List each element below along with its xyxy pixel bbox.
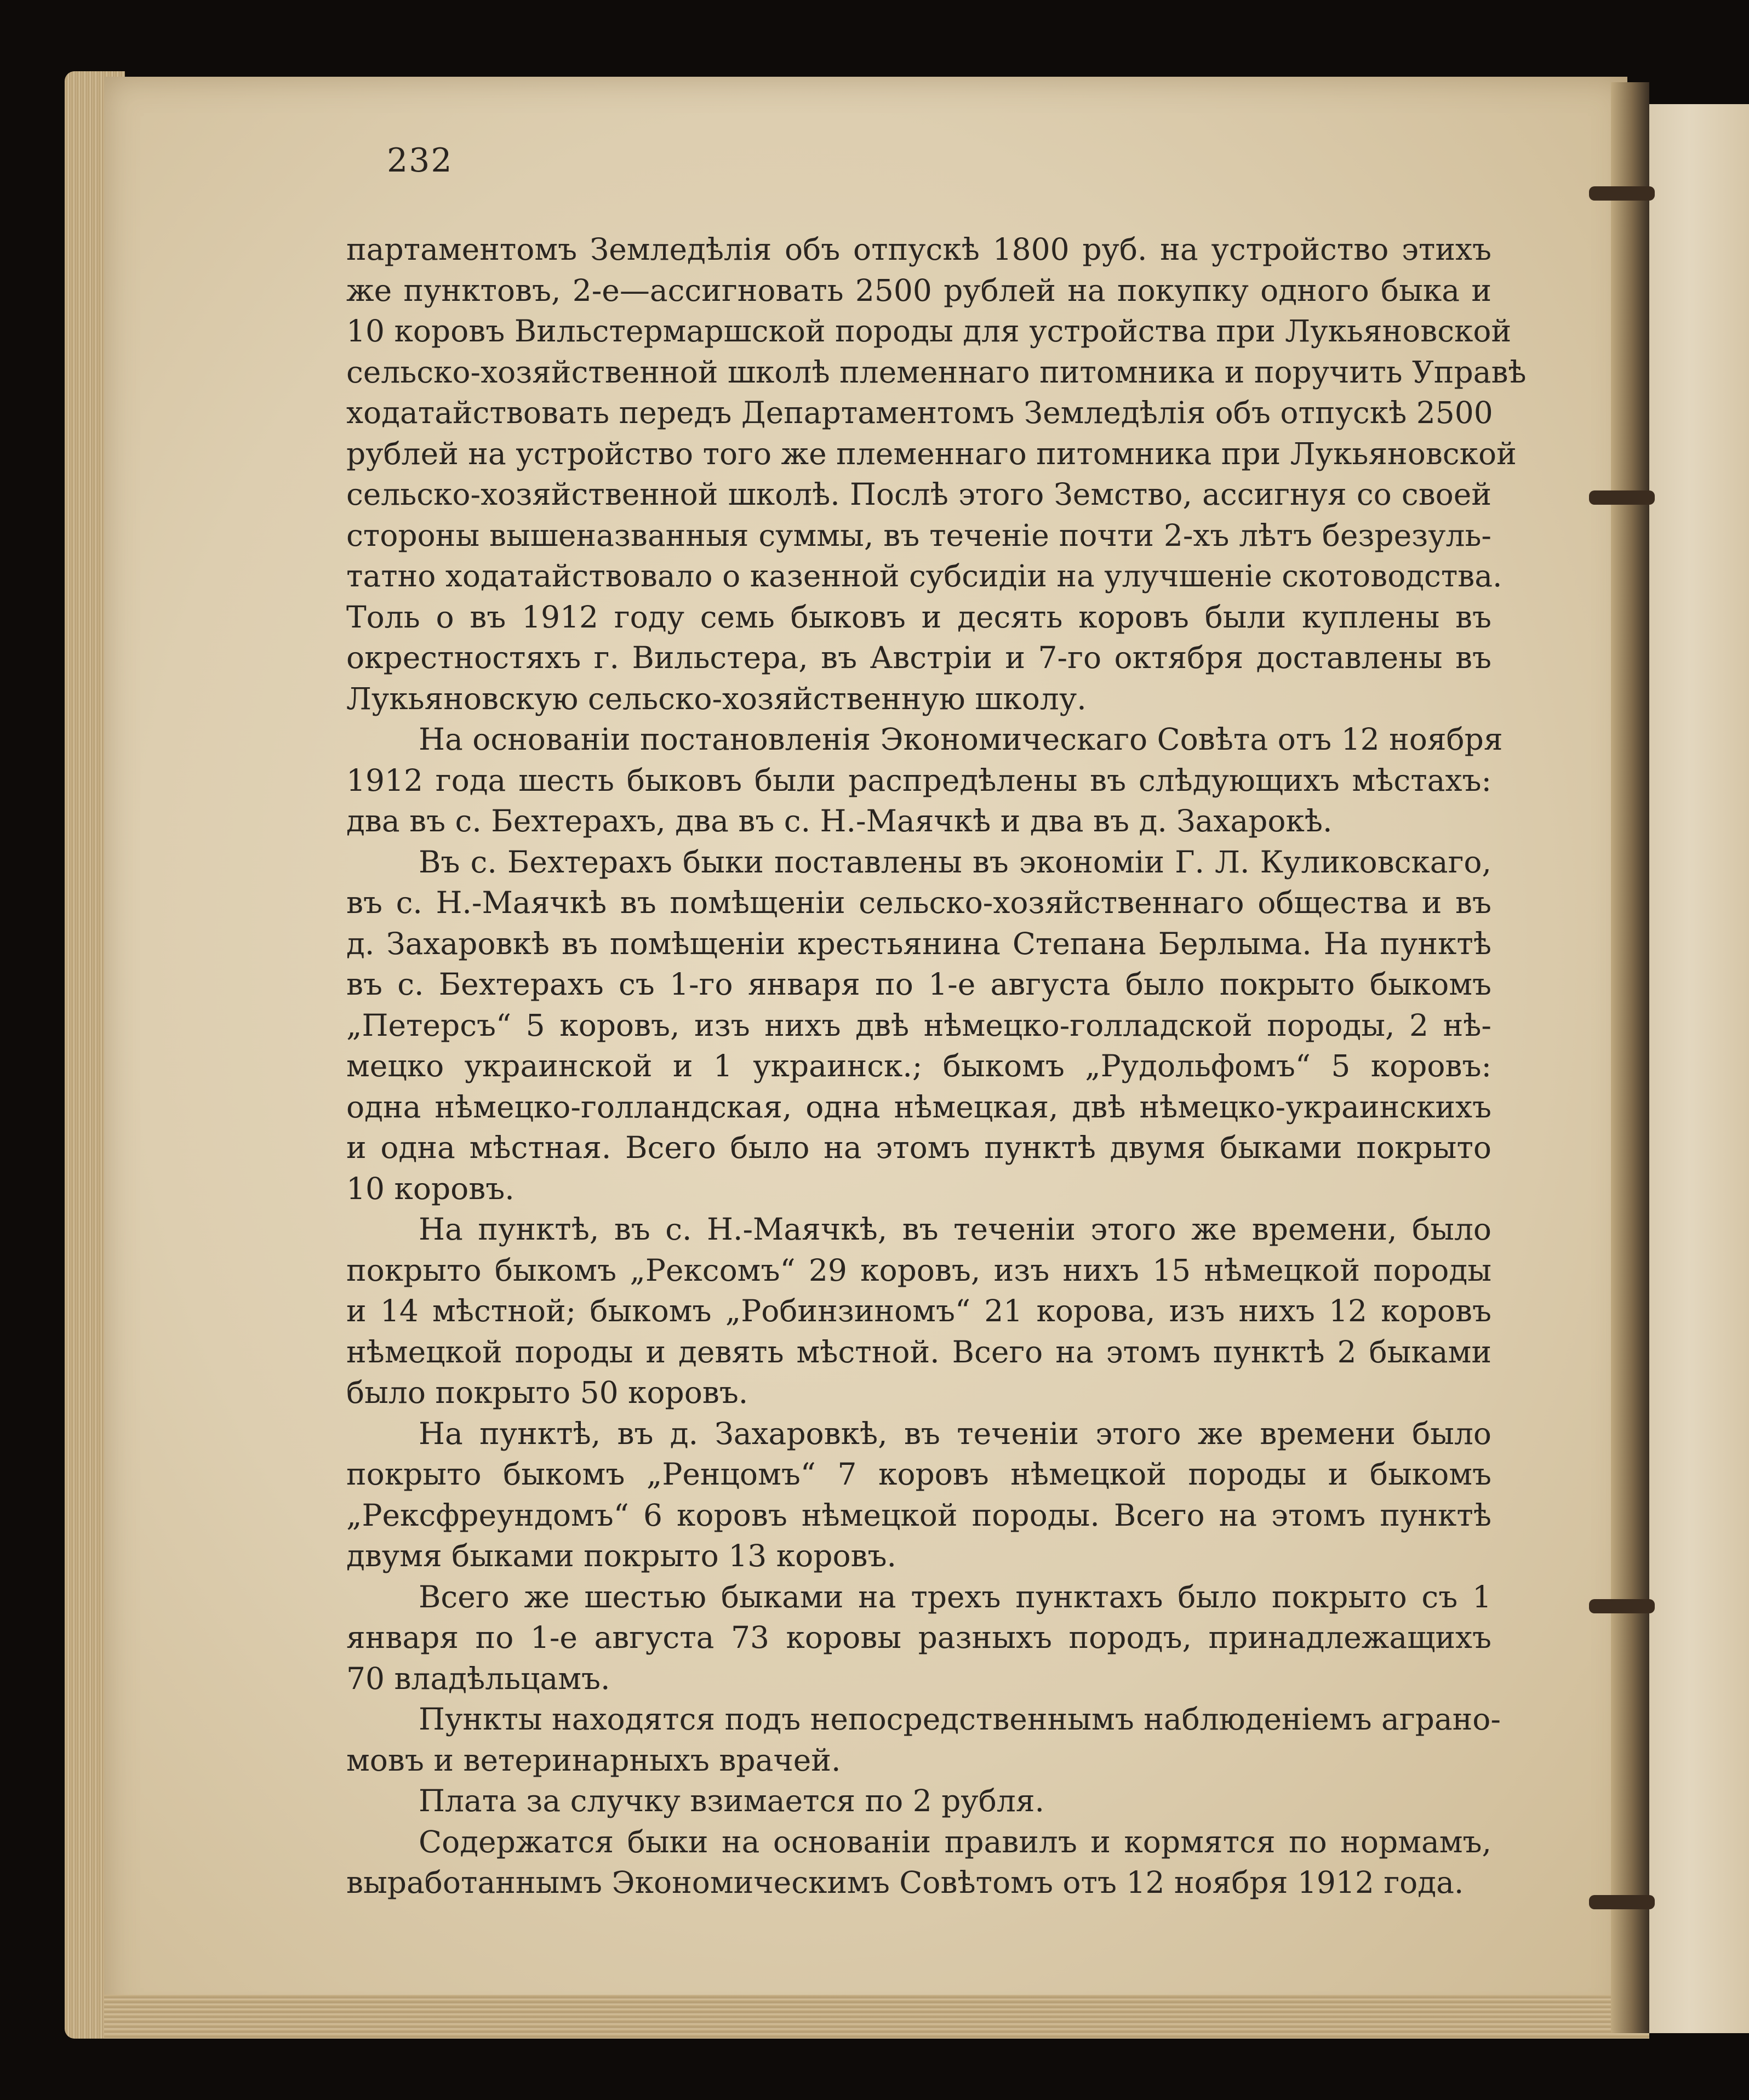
- text-line: Плата за случку взимается по 2 рубля.: [419, 1783, 1045, 1818]
- binding-thread: [1589, 186, 1655, 201]
- text-line: рублей на устройство того же племеннаго питомника при Лукьяновской: [346, 436, 1517, 471]
- text-line: Всего же шестью быками на трехъ пунктахъ было покрыто съ 1: [419, 1579, 1491, 1614]
- text-line: „Петерсъ“ 5 коровъ, изъ нихъ двѣ нѣмецко-голладской породы, 2 нѣ-: [346, 1007, 1491, 1043]
- binding-thread: [1589, 1599, 1655, 1613]
- text-line: 1912 года шесть быковъ были распредѣлены въ слѣдующихъ мѣстахъ:: [346, 762, 1491, 798]
- text-line: было покрыто 50 коровъ.: [346, 1375, 748, 1410]
- page-number: 232: [387, 141, 453, 180]
- text-line: мецко украинской и 1 украинск.; быкомъ „Рудольфомъ“ 5 коровъ:: [346, 1048, 1491, 1083]
- text-line: 10 коровъ.: [346, 1171, 515, 1206]
- binding-thread: [1589, 490, 1655, 505]
- text-line: Лукьяновскую сельско-хозяйственную школу.: [346, 681, 1087, 716]
- text-line: два въ с. Бехтерахъ, два въ с. Н.-Маячкѣ и два въ д. Захарокѣ.: [346, 803, 1333, 838]
- text-line: въ с. Н.-Маячкѣ въ помѣщеніи сельско-хозяйственнаго общества и въ: [346, 885, 1491, 920]
- book-gutter: [1611, 82, 1649, 2033]
- text-line: д. Захаровкѣ въ помѣщеніи крестьянина Степана Берлыма. На пунктѣ: [346, 926, 1491, 961]
- text-line: татно ходатайствовало о казенной субсидіи на улучшеніе скотоводства.: [346, 558, 1502, 594]
- text-line: стороны вышеназванныя суммы, въ теченіе почти 2-хъ лѣтъ безрезуль-: [346, 517, 1491, 553]
- text-line: января по 1-е августа 73 коровы разныхъ породъ, принадлежащихъ: [346, 1620, 1491, 1655]
- text-line: нѣмецкой породы и девять мѣстной. Всего на этомъ пунктѣ 2 быками: [346, 1334, 1491, 1369]
- next-page-sliver: [1649, 104, 1749, 2033]
- text-line: одна нѣмецко-голландская, одна нѣмецкая, двѣ нѣмецко-украинскихъ: [346, 1089, 1491, 1125]
- text-line: мовъ и ветеринарныхъ врачей.: [346, 1742, 841, 1778]
- text-line: Толь о въ 1912 году семь быковъ и десять коровъ были куплены въ: [346, 599, 1491, 635]
- page-bottom-edge: [104, 1995, 1649, 2039]
- text-line: и 14 мѣстной; быкомъ „Робинзиномъ“ 21 корова, изъ нихъ 12 коровъ: [346, 1293, 1491, 1328]
- binding-thread: [1589, 1895, 1655, 1909]
- text-line: Пункты находятся подъ непосредственнымъ наблюденіемъ аграно-: [419, 1702, 1501, 1737]
- text-line: покрыто быкомъ „Ренцомъ“ 7 коровъ нѣмецкой породы и быкомъ: [346, 1457, 1491, 1492]
- text-line: двумя быками покрыто 13 коровъ.: [346, 1538, 896, 1573]
- text-line: выработаннымъ Экономическимъ Совѣтомъ отъ 12 ноября 1912 года.: [346, 1865, 1464, 1900]
- text-line: партаментомъ Земледѣлія объ отпускѣ 1800 руб. на устройство этихъ: [346, 232, 1491, 267]
- text-line: „Рексфреундомъ“ 6 коровъ нѣмецкой породы. Всего на этомъ пунктѣ: [346, 1497, 1491, 1533]
- text-line: На пунктѣ, въ с. Н.-Маячкѣ, въ теченіи этого же времени, было: [419, 1212, 1491, 1247]
- text-line: 70 владѣльцамъ.: [346, 1660, 610, 1696]
- text-line: въ с. Бехтерахъ съ 1-го января по 1-е августа было покрыто быкомъ: [346, 967, 1491, 1002]
- text-line: ходатайствовать передъ Департаментомъ Земледѣлія объ отпускѣ 2500: [346, 395, 1493, 430]
- text-line: На пунктѣ, въ д. Захаровкѣ, въ теченіи этого же времени было: [419, 1416, 1491, 1451]
- text-line: 10 коровъ Вильстермаршской породы для устройства при Лукьяновской: [346, 313, 1512, 349]
- text-line: окрестностяхъ г. Вильстера, въ Австріи и 7-го октября доставлены въ: [346, 640, 1491, 675]
- text-line: сельско-хозяйственной школѣ племеннаго питомника и поручить Управѣ: [346, 354, 1527, 390]
- text-line: же пунктовъ, 2-е—ассигновать 2500 рублей на покупку одного быка и: [346, 272, 1491, 308]
- text-line: сельско-хозяйственной школѣ. Послѣ этого Земство, ассигнуя со своей: [346, 477, 1491, 512]
- text-line: Содержатся быки на основаніи правилъ и кормятся по нормамъ,: [419, 1824, 1491, 1859]
- body-text: [346, 229, 1527, 1903]
- text-line: покрыто быкомъ „Рексомъ“ 29 коровъ, изъ нихъ 15 нѣмецкой породы: [346, 1252, 1491, 1288]
- text-line: Въ с. Бехтерахъ быки поставлены въ экономіи Г. Л. Куликовскаго,: [419, 844, 1491, 880]
- text-line: и одна мѣстная. Всего было на этомъ пунктѣ двумя быками покрыто: [346, 1130, 1491, 1165]
- text-line: На основаніи постановленія Экономическаго Совѣта отъ 12 ноября: [419, 722, 1503, 757]
